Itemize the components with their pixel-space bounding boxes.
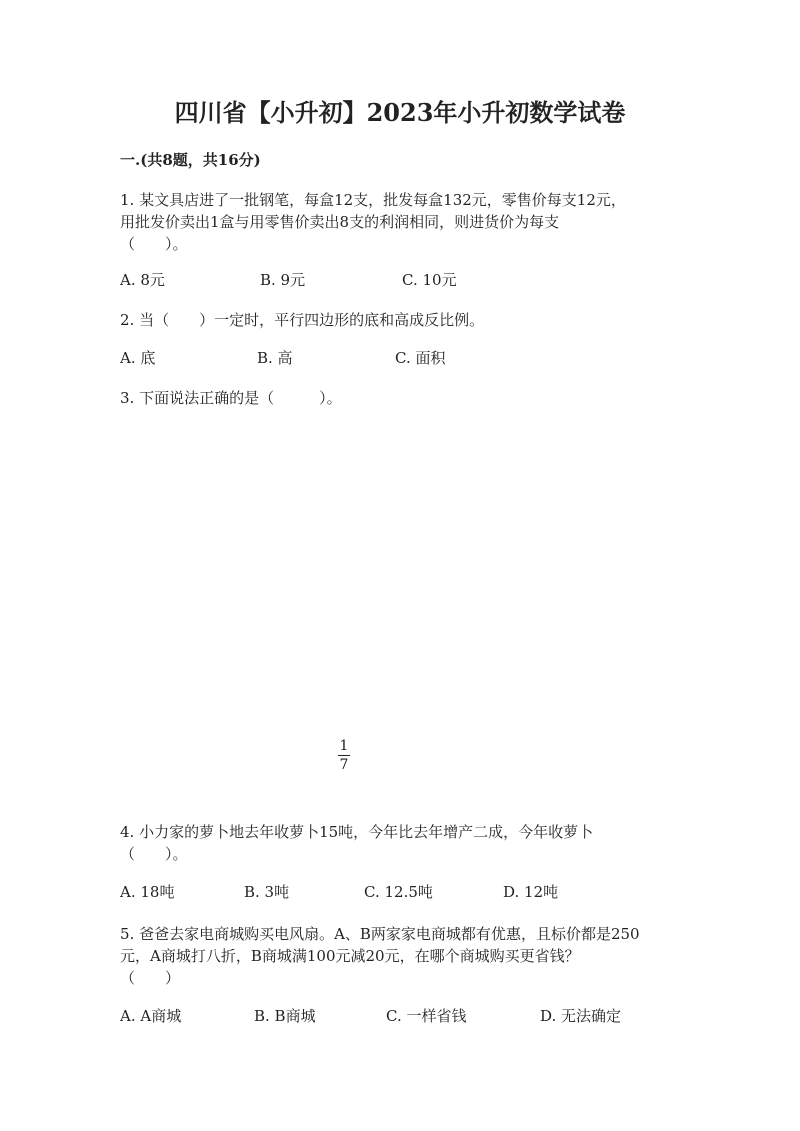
question-4-line-2: （ ）。 bbox=[120, 845, 188, 863]
section-heading: 一.(共8题，共16分) bbox=[120, 151, 261, 169]
question-5-option-c: C. 一样省钱 bbox=[386, 1007, 467, 1025]
question-5-line-3: （ ） bbox=[120, 969, 181, 987]
page-title: 四川省【小升初】2023年小升初数学试卷 bbox=[174, 98, 626, 127]
question-2-line-1: 2. 当（ ）一定时，平行四边形的底和高成反比例。 bbox=[120, 311, 485, 329]
question-1-line-2: 用批发价卖出1盒与用零售价卖出8支的利润相同，则进货价为每支 bbox=[120, 213, 560, 231]
fraction-bar bbox=[338, 755, 350, 756]
question-3-line-1: 3. 下面说法正确的是（ ）。 bbox=[120, 389, 342, 407]
question-1-option-c: C. 10元 bbox=[402, 271, 457, 289]
question-5-option-a: A. A商城 bbox=[120, 1007, 182, 1025]
fraction-numerator: 1 bbox=[339, 738, 349, 754]
question-1-line-3: （ ）。 bbox=[120, 235, 188, 253]
question-5-option-d: D. 无法确定 bbox=[540, 1007, 622, 1025]
question-2-option-c: C. 面积 bbox=[395, 349, 446, 367]
question-1-line-1: 1. 某文具店进了一批钢笔，每盒12支，批发每盒132元，零售价每支12元， bbox=[120, 191, 626, 209]
question-1-option-b: B. 9元 bbox=[260, 271, 306, 289]
fraction-denominator: 7 bbox=[339, 757, 349, 773]
question-4-option-b: B. 3吨 bbox=[244, 883, 290, 901]
question-4-option-c: C. 12.5吨 bbox=[364, 883, 433, 901]
fraction-one-seventh bbox=[336, 738, 352, 773]
question-1-option-a: A. 8元 bbox=[120, 271, 165, 289]
question-4-line-1: 4. 小力家的萝卜地去年收萝卜15吨，今年比去年增产二成，今年收萝卜 bbox=[120, 823, 594, 841]
question-5-line-2: 元，A商城打八折，B商城满100元减20元，在哪个商城购买更省钱？ bbox=[120, 947, 580, 965]
question-2-option-a: A. 底 bbox=[120, 349, 156, 367]
question-5-option-b: B. B商城 bbox=[254, 1007, 316, 1025]
question-2-option-b: B. 高 bbox=[257, 349, 293, 367]
question-4-option-a: A. 18吨 bbox=[120, 883, 175, 901]
question-5-line-1: 5. 爸爸去家电商城购买电风扇。A、B两家家电商城都有优惠，且标价都是250 bbox=[120, 925, 640, 943]
question-4-option-d: D. 12吨 bbox=[503, 883, 559, 901]
